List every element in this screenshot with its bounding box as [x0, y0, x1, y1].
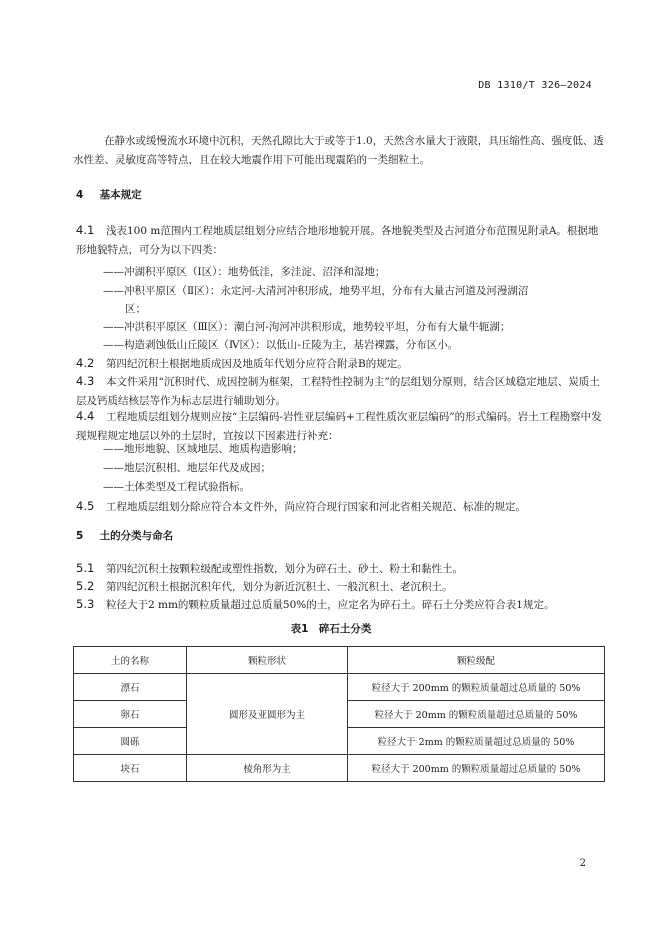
- section-5-number: 5: [76, 530, 84, 542]
- clause-5-3: [76, 595, 606, 615]
- cell-grading: 粒径大于 2mm 的颗粒质量超过总质量的 50%: [348, 728, 605, 755]
- clause-5-2-number: 5.2: [76, 579, 95, 593]
- clause-4-5-number: 4.5: [76, 499, 95, 513]
- section-4-title: 基本规定: [99, 189, 142, 201]
- document-id-header: DB 1310/T 326—2024: [478, 80, 592, 91]
- clause-4-2-text: 第四纪沉积土根据地质成因及地质年代划分应符合附录B的规定。: [106, 358, 408, 370]
- list1-item-1: ——冲湖积平原区（Ⅰ区）：地势低洼，多洼淀、沼泽和湿地；: [103, 266, 386, 278]
- list2-item-1: ——地形地貌、区域地层、地质构造影响；: [103, 443, 303, 455]
- clause-4-5: [76, 497, 606, 517]
- cell-grading: 粒径大于 200mm 的颗粒质量超过总质量的 50%: [348, 674, 605, 701]
- section-5-title: 土的分类与命名: [99, 530, 174, 542]
- table-1-caption: 表1 碎石土分类: [290, 623, 372, 635]
- clause-4-1: [76, 221, 606, 260]
- cell-soil-name: 卵石: [74, 701, 187, 728]
- header-particle-grading: 颗粒级配: [348, 647, 605, 674]
- cell-particle-shape-round: 圆形及亚圆形为主: [187, 674, 348, 755]
- section-4-number: 4: [76, 189, 84, 201]
- list1-item-3: ——冲洪积平原区（Ⅲ区）：潮白河-泃河冲洪积形成，地势较平坦，分布有大量牛轭湖；: [103, 321, 511, 333]
- clause-4-3: [76, 372, 606, 411]
- clause-5-2-text: 第四纪沉积土根据沉积年代，划分为新近沉积土、一般沉积土、老沉积土。: [106, 581, 453, 593]
- header-soil-name: 土的名称: [74, 647, 187, 674]
- cell-particle-shape-angular: 棱角形为主: [187, 755, 348, 782]
- page-number: 2: [579, 858, 586, 869]
- cell-soil-name: 漂石: [74, 674, 187, 701]
- clause-5-1-number: 5.1: [76, 561, 95, 575]
- clause-4-5-text: 工程地质层组划分除应符合本文件外，尚应符合现行国家和河北省相关规范、标准的规定。: [106, 501, 526, 513]
- clause-4-1-number: 4.1: [76, 223, 95, 237]
- clause-5-3-text: 粒径大于2 mm的颗粒质量超过总质量50%的土，应定名为碎石土。碎石土分类应符合表1规定。: [106, 599, 555, 611]
- clause-5-3-number: 5.3: [76, 597, 95, 611]
- cell-grading: 粒径大于 20mm 的颗粒质量超过总质量的 50%: [348, 701, 605, 728]
- clause-4-4-number: 4.4: [76, 409, 95, 423]
- cell-grading: 粒径大于 200mm 的颗粒质量超过总质量的 50%: [348, 755, 605, 782]
- header-particle-shape: 颗粒形状: [187, 647, 348, 674]
- clause-5-1: [76, 559, 606, 579]
- cell-soil-name: 块石: [74, 755, 187, 782]
- list2-item-2: ——地层沉积相、地层年代及成因；: [103, 462, 271, 474]
- cell-soil-name: 圆砾: [74, 728, 187, 755]
- clause-4-1-text: 浅表100 m范围内工程地质层组划分应结合地形地貌开展。各地貌类型及古河道分布范围见附录A。根据地形地貌特点，可分为以下四类：: [76, 225, 599, 256]
- list1-item-2: ——冲积平原区（Ⅱ区）：永定河-大清河冲积形成，地势平坦，分布有大量古河道及河漫湖沼: [103, 285, 529, 297]
- table-row: [74, 674, 605, 701]
- clause-4-4-text: 工程地质层组划分规则应按“主层编码-岩性亚层编码+工程性质次亚层编码”的形式编码。岩土工程勘察中发现规程规定地层以外的土层时，宜按以下因素进行补充：: [76, 411, 602, 442]
- table-row: [74, 755, 605, 782]
- clause-5-2: [76, 577, 606, 597]
- list1-item-4: ——构造剥蚀低山丘陵区（Ⅳ区）：以低山-丘陵为主，基岩裸露，分布区小。: [103, 339, 459, 351]
- table-header-row: [74, 647, 605, 674]
- table-1-gravel-soil-classification: [73, 646, 605, 782]
- clause-4-3-number: 4.3: [76, 374, 95, 388]
- section-4-heading: [76, 187, 142, 202]
- clause-4-2-number: 4.2: [76, 356, 95, 370]
- clause-4-2: [76, 354, 606, 374]
- clause-4-3-text: 本文件采用“沉积时代、成因控制为框架，工程特性控制为主”的层组划分原则，结合区域稳定地层、炭质土层及钙质结核层等作为标志层进行辅助划分。: [76, 376, 600, 407]
- list2-item-3: ——土体类型及工程试验指标。: [103, 481, 250, 493]
- section-5-heading: [76, 528, 173, 543]
- clause-5-1-text: 第四纪沉积土按颗粒级配或塑性指数，划分为碎石土、砂土、粉土和黏性土。: [106, 563, 463, 575]
- list1-item-2-continued: 区；: [125, 303, 146, 315]
- intro-paragraph: 在静水或缓慢流水环境中沉积，天然孔隙比大于或等于1.0，天然含水量大于液限，具压缩性高、强度低、透水性差、灵敏度高等特点，且在较大地震作用下可能出现震陷的一类细粒土。: [73, 135, 604, 166]
